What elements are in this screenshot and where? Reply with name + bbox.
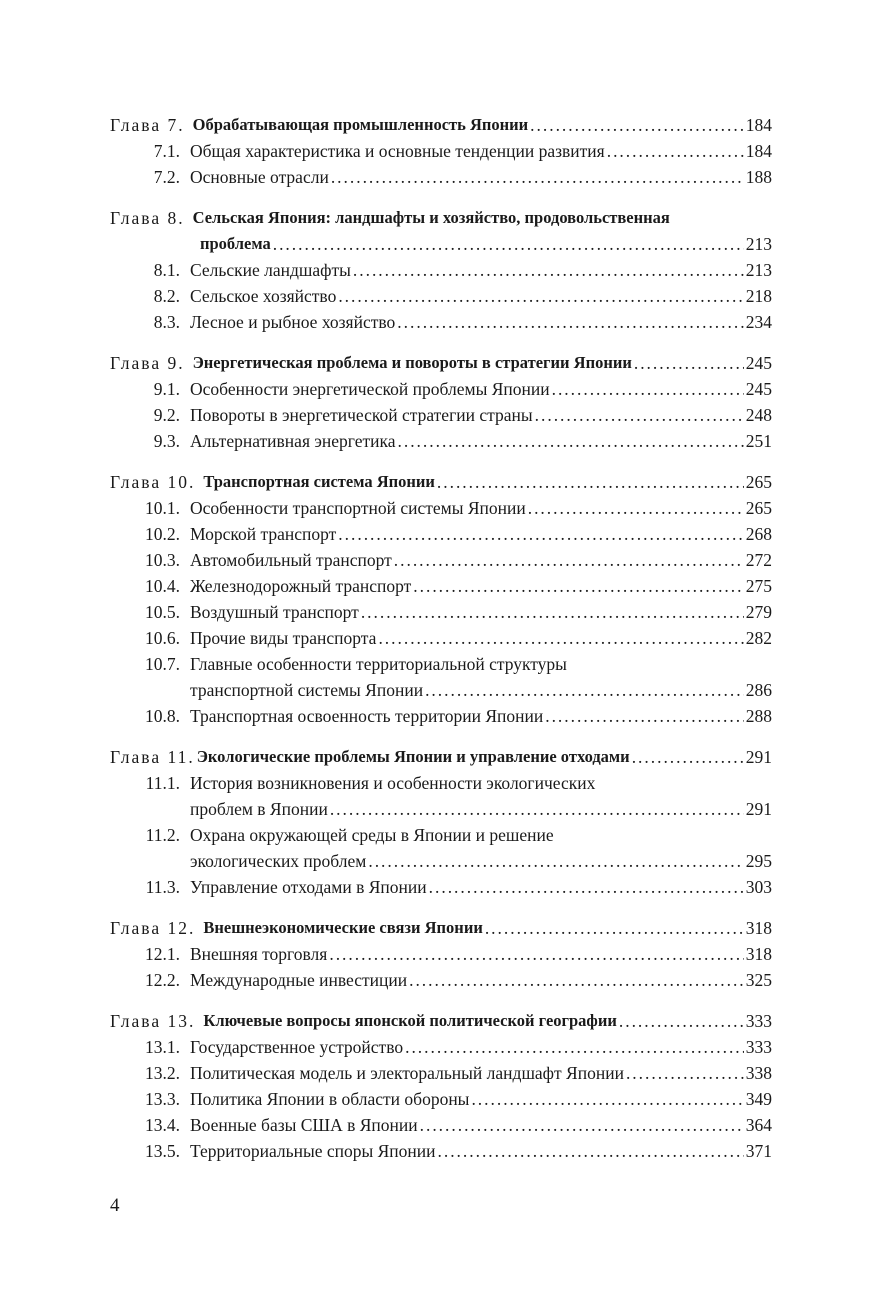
page-number: 251 — [745, 431, 772, 451]
page-number: 272 — [745, 550, 772, 570]
section-title: Лесное и рыбное хозяйство — [190, 312, 396, 332]
toc-section — [110, 138, 772, 164]
page-number: 248 — [745, 405, 772, 425]
toc-section — [110, 521, 772, 547]
dot-leader — [607, 138, 744, 164]
dot-leader — [420, 1112, 744, 1138]
toc-chapter-10 — [110, 469, 772, 495]
toc-section — [110, 376, 772, 402]
chapter-label: Глава 8. — [110, 208, 185, 228]
toc-section — [110, 967, 772, 993]
chapter-label: Глава 9. — [110, 353, 185, 373]
section-title: Железнодорожный транспорт — [190, 576, 412, 596]
toc-chapter-11 — [110, 744, 772, 770]
toc-section — [110, 1138, 772, 1164]
section-title-line1: История возникновения и особенности экологических — [190, 773, 596, 793]
dot-leader — [530, 112, 744, 138]
section-number: 9.2. — [153, 405, 180, 425]
section-title: Особенности транспортной системы Японии — [190, 498, 526, 518]
section-title: Прочие виды транспорта — [190, 628, 377, 648]
page-number: 268 — [745, 524, 772, 544]
toc-section — [110, 1060, 772, 1086]
section-title: Внешняя торговля — [190, 944, 328, 964]
chapter-label: Глава 7. — [110, 115, 185, 135]
section-number: 10.6. — [145, 628, 180, 648]
section-title: Воздушный транспорт — [190, 602, 359, 622]
section-title: Автомобильный транспорт — [190, 550, 392, 570]
page-number: 303 — [745, 877, 772, 897]
page-number: 184 — [745, 115, 772, 135]
section-number: 10.1. — [145, 498, 180, 518]
page-number: 218 — [745, 286, 772, 306]
dot-leader — [438, 1138, 744, 1164]
section-title-line1: Главные особенности территориальной структуры — [190, 654, 567, 674]
chapter-title: Энергетическая проблема и повороты в стратегии Японии — [192, 353, 632, 372]
section-number: 10.8. — [145, 706, 180, 726]
dot-leader — [361, 599, 744, 625]
section-title: Морской транспорт — [190, 524, 337, 544]
toc-section — [110, 1034, 772, 1060]
toc-section — [110, 703, 772, 729]
section-number: 11.2. — [145, 825, 180, 845]
chapter-title: Ключевые вопросы японской политической географии — [203, 1011, 617, 1030]
toc-section — [110, 599, 772, 625]
section-number: 10.4. — [145, 576, 180, 596]
section-number: 10.7. — [145, 654, 180, 674]
toc-section — [110, 402, 772, 428]
section-number: 11.3. — [145, 877, 180, 897]
page-number: 318 — [745, 944, 772, 964]
page-number: 279 — [745, 602, 772, 622]
page-number: 291 — [745, 747, 772, 767]
dot-leader — [273, 231, 744, 257]
dot-leader — [378, 625, 743, 651]
section-title: Сельское хозяйство — [190, 286, 337, 306]
dot-leader — [413, 573, 743, 599]
dot-leader — [330, 796, 744, 822]
toc-section-continued — [110, 677, 772, 703]
dot-leader — [398, 428, 744, 454]
chapter-title: Экологические проблемы Японии и управление отходами — [196, 747, 630, 766]
toc-section-continued — [110, 848, 772, 874]
dot-leader — [397, 309, 743, 335]
page-number: 282 — [745, 628, 772, 648]
page-number: 295 — [745, 851, 772, 871]
chapter-title: Внешнеэкономические связи Японии — [203, 918, 483, 937]
dot-leader — [437, 469, 744, 495]
toc-section — [110, 547, 772, 573]
toc-section — [110, 1086, 772, 1112]
page-number: 325 — [745, 970, 772, 990]
section-number: 13.4. — [145, 1115, 180, 1135]
section-number: 13.1. — [145, 1037, 180, 1057]
toc-section — [110, 495, 772, 521]
page-number: 213 — [745, 234, 772, 254]
dot-leader — [619, 1008, 744, 1034]
toc-section — [110, 164, 772, 190]
chapter-title: проблема — [200, 234, 271, 253]
page-number: 245 — [745, 379, 772, 399]
section-title: Основные отрасли — [190, 167, 329, 187]
dot-leader — [626, 1060, 744, 1086]
chapter-label: Глава 10. — [110, 472, 196, 492]
section-number: 13.2. — [145, 1063, 180, 1083]
chapter-label: Глава 13. — [110, 1011, 196, 1031]
page-number: 318 — [745, 918, 772, 938]
dot-leader — [353, 257, 744, 283]
dot-leader — [632, 744, 744, 770]
dot-leader — [368, 848, 743, 874]
dot-leader — [405, 1034, 744, 1060]
section-number: 7.2. — [153, 167, 180, 187]
section-number: 8.3. — [153, 312, 180, 332]
dot-leader — [425, 677, 744, 703]
page-number: 371 — [745, 1141, 772, 1161]
chapter-title: Транспортная система Японии — [203, 472, 435, 491]
page-number: 333 — [745, 1011, 772, 1031]
chapter-title: Обрабатывающая промышленность Японии — [192, 115, 529, 134]
section-title: Альтернативная энергетика — [190, 431, 396, 451]
section-title: Международные инвестиции — [190, 970, 408, 990]
section-number: 10.2. — [145, 524, 180, 544]
toc-section — [110, 309, 772, 335]
dot-leader — [552, 376, 744, 402]
page-number: 288 — [745, 706, 772, 726]
section-title: Политическая модель и электоральный ландшафт Японии — [190, 1063, 624, 1083]
dot-leader — [338, 283, 743, 309]
toc-section — [110, 283, 772, 309]
section-title: Сельские ландшафты — [190, 260, 351, 280]
dot-leader — [429, 874, 744, 900]
dot-leader — [471, 1086, 743, 1112]
page-number: 245 — [745, 353, 772, 373]
section-number: 11.1. — [145, 773, 180, 793]
section-title: экологических проблем — [190, 851, 367, 871]
dot-leader — [528, 495, 744, 521]
dot-leader — [338, 521, 743, 547]
toc-chapter-8-continued — [110, 231, 772, 257]
dot-leader — [535, 402, 744, 428]
section-number: 12.1. — [145, 944, 180, 964]
page-number: 265 — [745, 498, 772, 518]
table-of-contents — [110, 112, 772, 1164]
section-title-line1: Охрана окружающей среды в Японии и решение — [190, 825, 554, 845]
page-number: 364 — [745, 1115, 772, 1135]
toc-section — [110, 1112, 772, 1138]
page-number: 275 — [745, 576, 772, 596]
page-number: 188 — [745, 167, 772, 187]
section-number: 10.5. — [145, 602, 180, 622]
dot-leader — [485, 915, 744, 941]
page-number: 234 — [745, 312, 772, 332]
toc-section — [110, 822, 772, 848]
section-number: 8.2. — [153, 286, 180, 306]
section-title: Транспортная освоенность территории Японии — [190, 706, 544, 726]
toc-chapter-12 — [110, 915, 772, 941]
section-number: 7.1. — [153, 141, 180, 161]
section-number: 13.3. — [145, 1089, 180, 1109]
chapter-title-line1: Сельская Япония: ландшафты и хозяйство, продовольственная — [192, 208, 670, 227]
page-number: 213 — [745, 260, 772, 280]
section-title: Повороты в энергетической стратегии страны — [190, 405, 533, 425]
section-title: проблем в Японии — [190, 799, 328, 819]
section-title: транспортной системы Японии — [190, 680, 424, 700]
toc-chapter-13 — [110, 1008, 772, 1034]
toc-section — [110, 428, 772, 454]
toc-chapter-9 — [110, 350, 772, 376]
section-number: 9.3. — [153, 431, 180, 451]
toc-section — [110, 941, 772, 967]
section-number: 12.2. — [145, 970, 180, 990]
section-title: Управление отходами в Японии — [190, 877, 427, 897]
page-number: 184 — [745, 141, 772, 161]
section-number: 9.1. — [153, 379, 180, 399]
toc-chapter-8 — [110, 205, 772, 231]
dot-leader — [409, 967, 744, 993]
toc-section — [110, 770, 772, 796]
toc-section — [110, 257, 772, 283]
page-number: 349 — [745, 1089, 772, 1109]
dot-leader — [634, 350, 744, 376]
dot-leader — [394, 547, 744, 573]
page-number: 265 — [745, 472, 772, 492]
page-number: 338 — [745, 1063, 772, 1083]
toc-chapter-7 — [110, 112, 772, 138]
chapter-label: Глава 12. — [110, 918, 196, 938]
page-number: 286 — [745, 680, 772, 700]
section-number: 8.1. — [153, 260, 180, 280]
page-number-footer: 4 — [110, 1195, 120, 1216]
section-title: Политика Японии в области обороны — [190, 1089, 470, 1109]
chapter-label: Глава 11. — [110, 747, 195, 767]
dot-leader — [331, 164, 744, 190]
toc-section — [110, 651, 772, 677]
section-title: Государственное устройство — [190, 1037, 404, 1057]
section-title: Военные базы США в Японии — [190, 1115, 418, 1135]
section-number: 13.5. — [145, 1141, 180, 1161]
toc-section — [110, 625, 772, 651]
toc-section — [110, 573, 772, 599]
section-title: Общая характеристика и основные тенденции развития — [190, 141, 605, 161]
page-number: 291 — [745, 799, 772, 819]
toc-section — [110, 874, 772, 900]
page-number: 333 — [745, 1037, 772, 1057]
section-title: Особенности энергетической проблемы Японии — [190, 379, 550, 399]
dot-leader — [545, 703, 744, 729]
section-number: 10.3. — [145, 550, 180, 570]
section-title: Территориальные споры Японии — [190, 1141, 436, 1161]
toc-section-continued — [110, 796, 772, 822]
dot-leader — [329, 941, 743, 967]
